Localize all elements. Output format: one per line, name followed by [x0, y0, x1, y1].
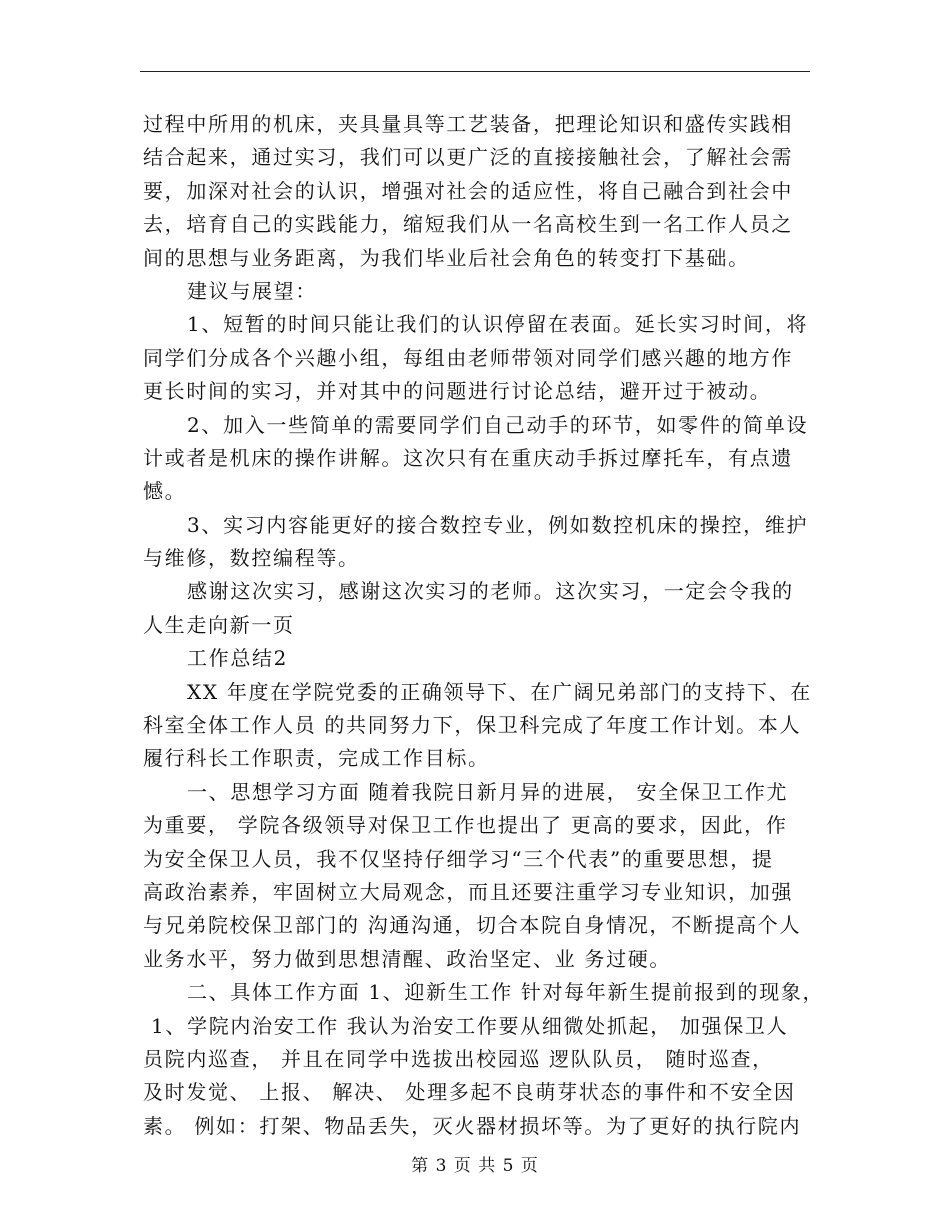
- text-line: 二、具体工作方面 1、迎新生工作 针对每年新生提前报到的现象，: [187, 980, 825, 1005]
- text-line: 更长时间的实习，并对其中的问题进行讨论总结，避开过于被动。: [143, 379, 772, 404]
- text-line: 素。 例如：打架、物品丢失，灭火器材损坏等。为了更好的执行院内: [143, 1113, 802, 1138]
- header-rule: [140, 71, 810, 72]
- text-line: 计或者是机床的操作讲解。这次只有在重庆动手拆过摩托车，有点遗: [143, 445, 794, 470]
- text-line: 一、思想学习方面 随着我院日新月异的进展， 安全保卫工作尤: [187, 779, 789, 804]
- text-line: 1、学院内治安工作 我认为治安工作要从细微处抓起， 加强保卫人: [143, 1013, 789, 1038]
- page-number-footer: 第 3 页 共 5 页: [411, 1156, 539, 1176]
- text-line: 高政治素养，牢固树立大局观念，而且还要注重学习专业知识，加强: [143, 879, 794, 904]
- text-line: 去，培育自己的实践能力，缩短我们从一名高校生到一名工作人员之: [143, 212, 794, 237]
- text-line: 3、实习内容能更好的接合数控专业，例如数控机床的操控，维护: [187, 512, 809, 537]
- text-line: 业务水平，努力做到思想清醒、政治坚定、业 务过硬。: [143, 946, 672, 971]
- text-line: 科室全体工作人员 的共同努力下，保卫科完成了年度工作计划。本人: [143, 713, 802, 738]
- text-line: 间的思想与业务距离，为我们毕业后社会角色的转变打下基础。: [143, 245, 750, 270]
- text-line: 1、短暂的时间只能让我们的认识停留在表面。延长实习时间，将: [187, 312, 809, 337]
- text-line: 为重要， 学院各级领导对保卫工作也提出了 更高的要求，因此，作: [143, 813, 788, 838]
- text-line: 为安全保卫人员，我不仅坚持仔细学习“三个代表”的重要思想，提: [143, 846, 774, 871]
- text-line: 感谢这次实习，感谢这次实习的老师。这次实习，一定会令我的: [187, 579, 794, 604]
- body-text: [143, 108, 833, 1143]
- text-line: 要，加深对社会的认识，增强对社会的适应性，将自己融合到社会中: [143, 178, 794, 203]
- text-line: 过程中所用的机床，夹具量具等工艺装备，把理论知识和盛传实践相: [143, 112, 794, 136]
- text-line: 人生走向新一页: [143, 612, 295, 637]
- section-heading: 工作总结2: [187, 646, 289, 671]
- text-line: 同学们分成各个兴趣小组，每组由老师带领对同学们感兴趣的地方作: [143, 345, 794, 370]
- section-heading: 建议与展望：: [187, 278, 318, 303]
- text-line: 与维修，数控编程等。: [143, 546, 360, 571]
- text-line: 憾。: [143, 479, 187, 504]
- text-line: 履行科长工作职责，完成工作目标。: [143, 746, 490, 771]
- text-line: 员院内巡查， 并且在同学中选拔出校园巡 逻队队员， 随时巡查，: [143, 1046, 774, 1071]
- text-line: 及时发觉、 上报、 解决、 处理多起不良萌芽状态的事件和不安全因: [143, 1080, 796, 1105]
- text-line: 2、加入一些简单的需要同学们自己动手的环节，如零件的简单设: [187, 412, 809, 437]
- text-line: XX 年度在学院党委的正确领导下、在广阔兄弟部门的支持下、在: [187, 679, 812, 704]
- text-line: 结合起来，通过实习，我们可以更广泛的直接接触社会，了解社会需: [143, 145, 794, 170]
- text-line: 与兄弟院校保卫部门的 沟通沟通，切合本院自身情况，不断提高个人: [143, 913, 802, 938]
